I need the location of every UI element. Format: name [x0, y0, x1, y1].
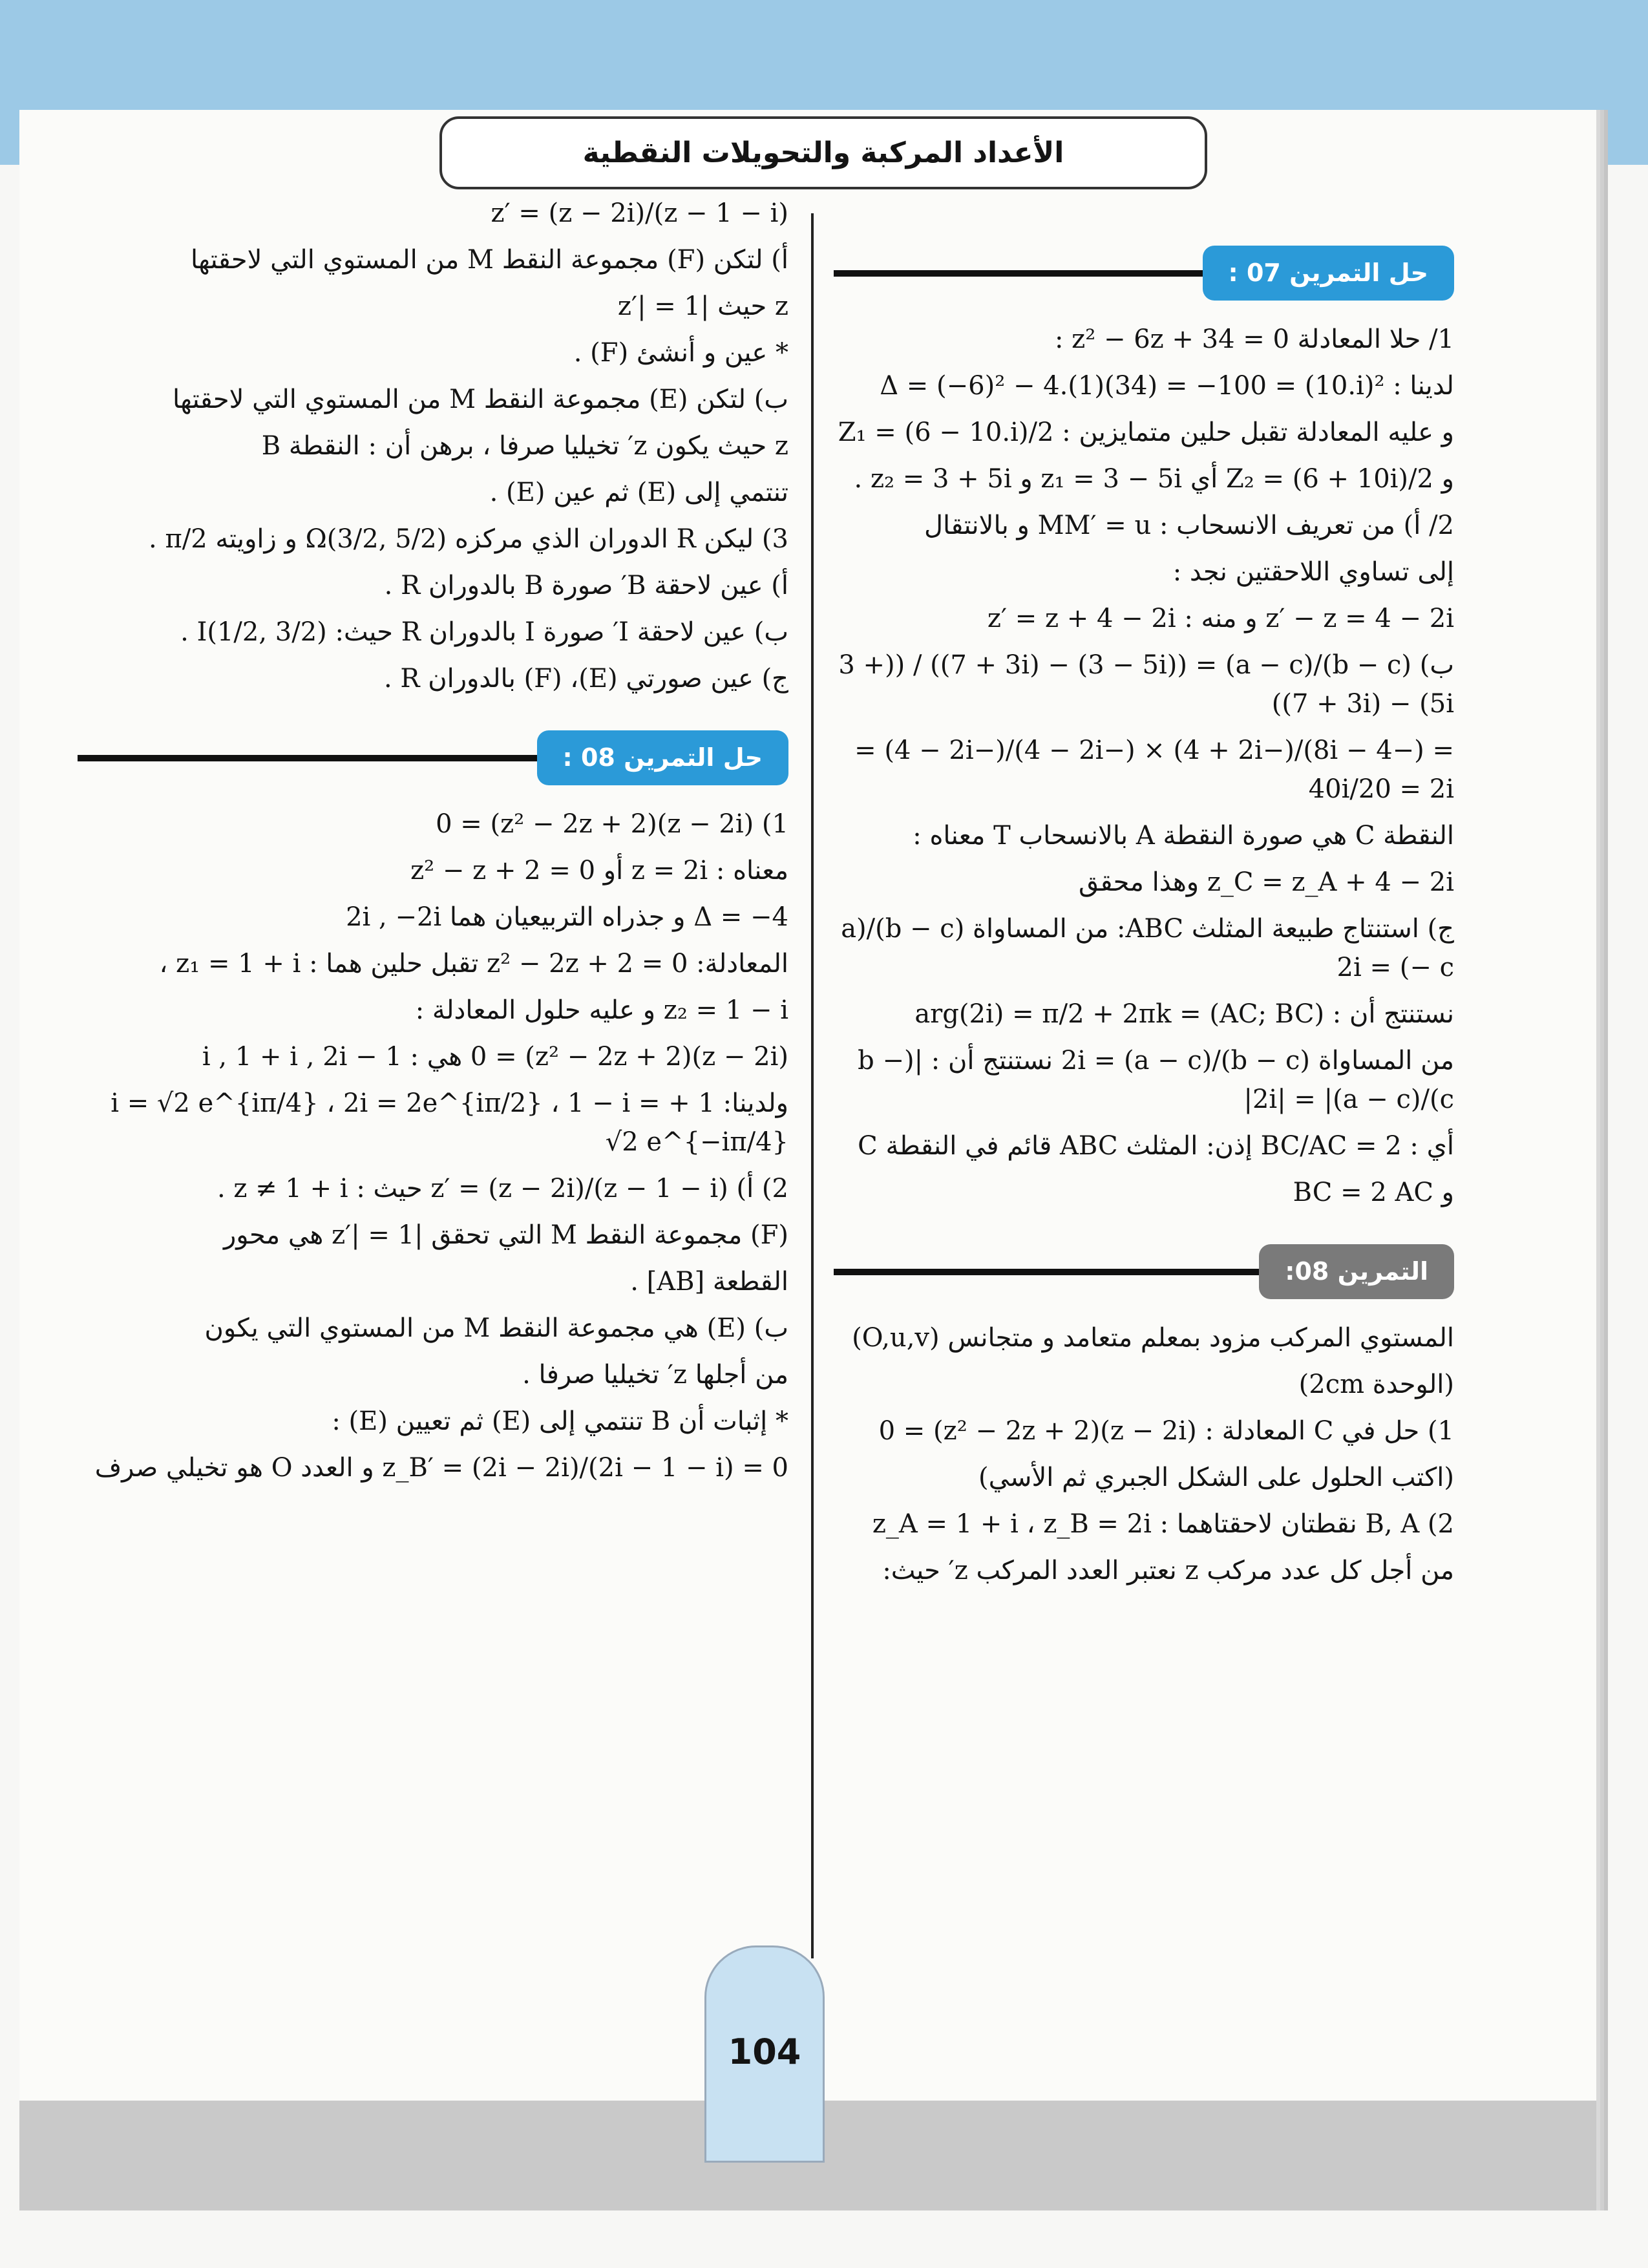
text-line: 1) حل في C المعادلة : (z − 2i)(z² − 2z + 2) = 0 — [878, 1416, 1454, 1446]
text-line: 3) ليكن R الدوران الذي مركزه Ω(3/2, 5/2) و زاويته π/2 . — [149, 524, 788, 554]
text-line: 2) B, A نقطتان لاحقتاهما : z_A = 1 + i ، z_B = 2i — [872, 1509, 1454, 1539]
text-line: ج) عين صورتي (E)، (F) بالدوران R . — [383, 664, 788, 694]
text-line: المعادلة: z² − 2z + 2 = 0 تقبل حلين هما : z₁ = 1 + i ، — [159, 949, 788, 979]
text-line: معناه : z = 2i أو z² − z + 2 = 0 — [410, 856, 788, 885]
text-line: و عليه المعادلة تقبل حلين متمايزين : Z₁ = (6 − 10.i)/2 — [838, 418, 1454, 447]
chapter-title: الأعداد المركبة والتحويلات النقطية — [582, 136, 1064, 169]
chapter-title-box — [439, 116, 1207, 189]
text-line: 2) أ) z′ = (z − 2i)/(z − 1 − i) حيث : z ≠ 1 + i . — [217, 1174, 788, 1203]
text-line: (الوحدة 2cm) — [1298, 1370, 1454, 1399]
exercise08-heading — [834, 1244, 1454, 1299]
text-line: z_C = z_A + 4 − 2i وهذا محقق — [1079, 867, 1454, 897]
text-line: من المساواة (b − c)/(a − c) = 2i نستنتج أن : |(b − c)/(a − c)| = |2i| — [849, 1046, 1454, 1114]
page-number-tab — [704, 1945, 825, 2163]
text-line: z حيث |z′| = 1 — [617, 291, 788, 321]
text-line: z′ − z = 4 − 2i و منه : z′ = z + 4 − 2i — [987, 604, 1454, 633]
text-line: * إثبات أن B تنتمي إلى (E) ثم تعيين (E) : — [332, 1406, 788, 1436]
text-line: المستوي المركب مزود بمعلم متعامد و متجانس (O,u,v) — [852, 1323, 1454, 1353]
heading-rule — [834, 270, 1203, 277]
text-line: و Z₂ = (6 + 10i)/2 أي z₁ = 3 − 5i و z₂ = 3 + 5i . — [854, 464, 1454, 494]
text-line: = (−4 − 8i)/(−4 + 2i) × (−4 − 2i)/(−4 − 2i) = 40i/20 = 2i — [846, 736, 1454, 804]
solution07-label: حل التمرين 07 : — [1203, 246, 1454, 301]
text-line: ب) (E) هي مجموعة النقط M من المستوي التي يكون — [204, 1313, 788, 1343]
column-divider — [811, 213, 814, 1958]
solution07-heading — [834, 246, 1454, 301]
text-line: أ) عين لاحقة B′ صورة B بالدوران R . — [384, 571, 788, 600]
right-column — [830, 233, 1454, 1598]
text-line: Δ = −4 و جذراه التربيعيان هما 2i , −2i — [346, 902, 788, 932]
text-line: ب) (b − c)/(a − c) = ((3 − 5i) − (7 + 3i)) / ((3 + 5i) − (7 + 3i)) — [830, 650, 1454, 719]
text-line: من أجل كل عدد مركب z نعتبر العدد المركب z′ حيث: — [882, 1556, 1454, 1585]
text-line: z₂ = 1 − i و عليه حلول المعادلة : — [415, 995, 788, 1025]
text-line: القطعة [AB] . — [630, 1267, 788, 1297]
text-line: * عين و أنشئ (F) . — [573, 338, 788, 368]
text-line: 1/ حلا المعادلة z² − 6z + 34 = 0 : — [1054, 324, 1454, 354]
solution08-label: حل التمرين 08 : — [537, 730, 788, 785]
text-line: النقطة C هي صورة النقطة A بالانسحاب T معناه : — [913, 821, 1454, 851]
text-line: تنتمي إلى (E) ثم عين (E) . — [489, 478, 788, 507]
text-line: لدينا : Δ = (−6)² − 4.(1)(34) = −100 = (10.i)² — [880, 371, 1454, 401]
text-line: z_B′ = (2i − 2i)/(2i − 1 − i) = 0 و العدد O هو تخيلي صرف — [94, 1453, 788, 1483]
text-line: أي : BC/AC = 2 إذن: المثلث ABC قائم في النقطة C — [858, 1131, 1454, 1161]
text-line: z′ = (z − 2i)/(z − 1 − i) — [491, 198, 788, 228]
text-line: 2/ أ) من تعريف الانسحاب : MM′ = u و بالانتقال — [924, 511, 1454, 540]
text-line: و BC = 2 AC — [1293, 1178, 1454, 1207]
page-number: 104 — [728, 2031, 801, 2072]
text-line: ب) عين لاحقة I′ صورة I بالدوران R حيث: I(1/2, 3/2) . — [180, 617, 788, 647]
text-line: z حيث يكون z′ تخيليا صرفا ، برهن أن : النقطة B — [261, 431, 788, 461]
text-line: (F) مجموعة النقط M التي تحقق |z′| = 1 هي محور — [223, 1220, 788, 1250]
text-line: (اكتب الحلول على الشكل الجبري ثم الأسي) — [978, 1463, 1454, 1492]
exercise08-label: التمرين 08: — [1259, 1244, 1454, 1299]
text-line: 1) (z − 2i)(z² − 2z + 2) = 0 — [436, 809, 788, 839]
text-line: أ) لتكن (F) مجموعة النقط M من المستوي التي لاحقتها — [190, 245, 788, 275]
heading-rule — [834, 1269, 1259, 1275]
solution08-heading — [78, 730, 788, 785]
text-line: ب) لتكن (E) مجموعة النقط M من المستوي التي لاحقتها — [172, 385, 788, 414]
text-line: ج) استنتاج طبيعة المثلث ABC: من المساواة (b − c)/(a − c) = 2i — [832, 914, 1454, 982]
text-line: نستنتج أن : (AC; BC) = arg(2i) = π/2 + 2πk — [914, 999, 1454, 1029]
heading-rule — [78, 755, 537, 761]
text-line: من أجلها z′ تخيليا صرفا . — [522, 1360, 788, 1390]
text-line: إلى تساوي اللاحقتين نجد : — [1172, 557, 1454, 587]
text-line: (z − 2i)(z² − 2z + 2) = 0 هي : 1 − i , 1 + i , 2i — [202, 1042, 788, 1072]
text-line: ولدينا: 1 + i = √2 e^{iπ/4} ، 2i = 2e^{iπ/2} ، 1 − i = √2 e^{−iπ/4} — [102, 1088, 788, 1157]
left-column — [78, 194, 788, 1495]
